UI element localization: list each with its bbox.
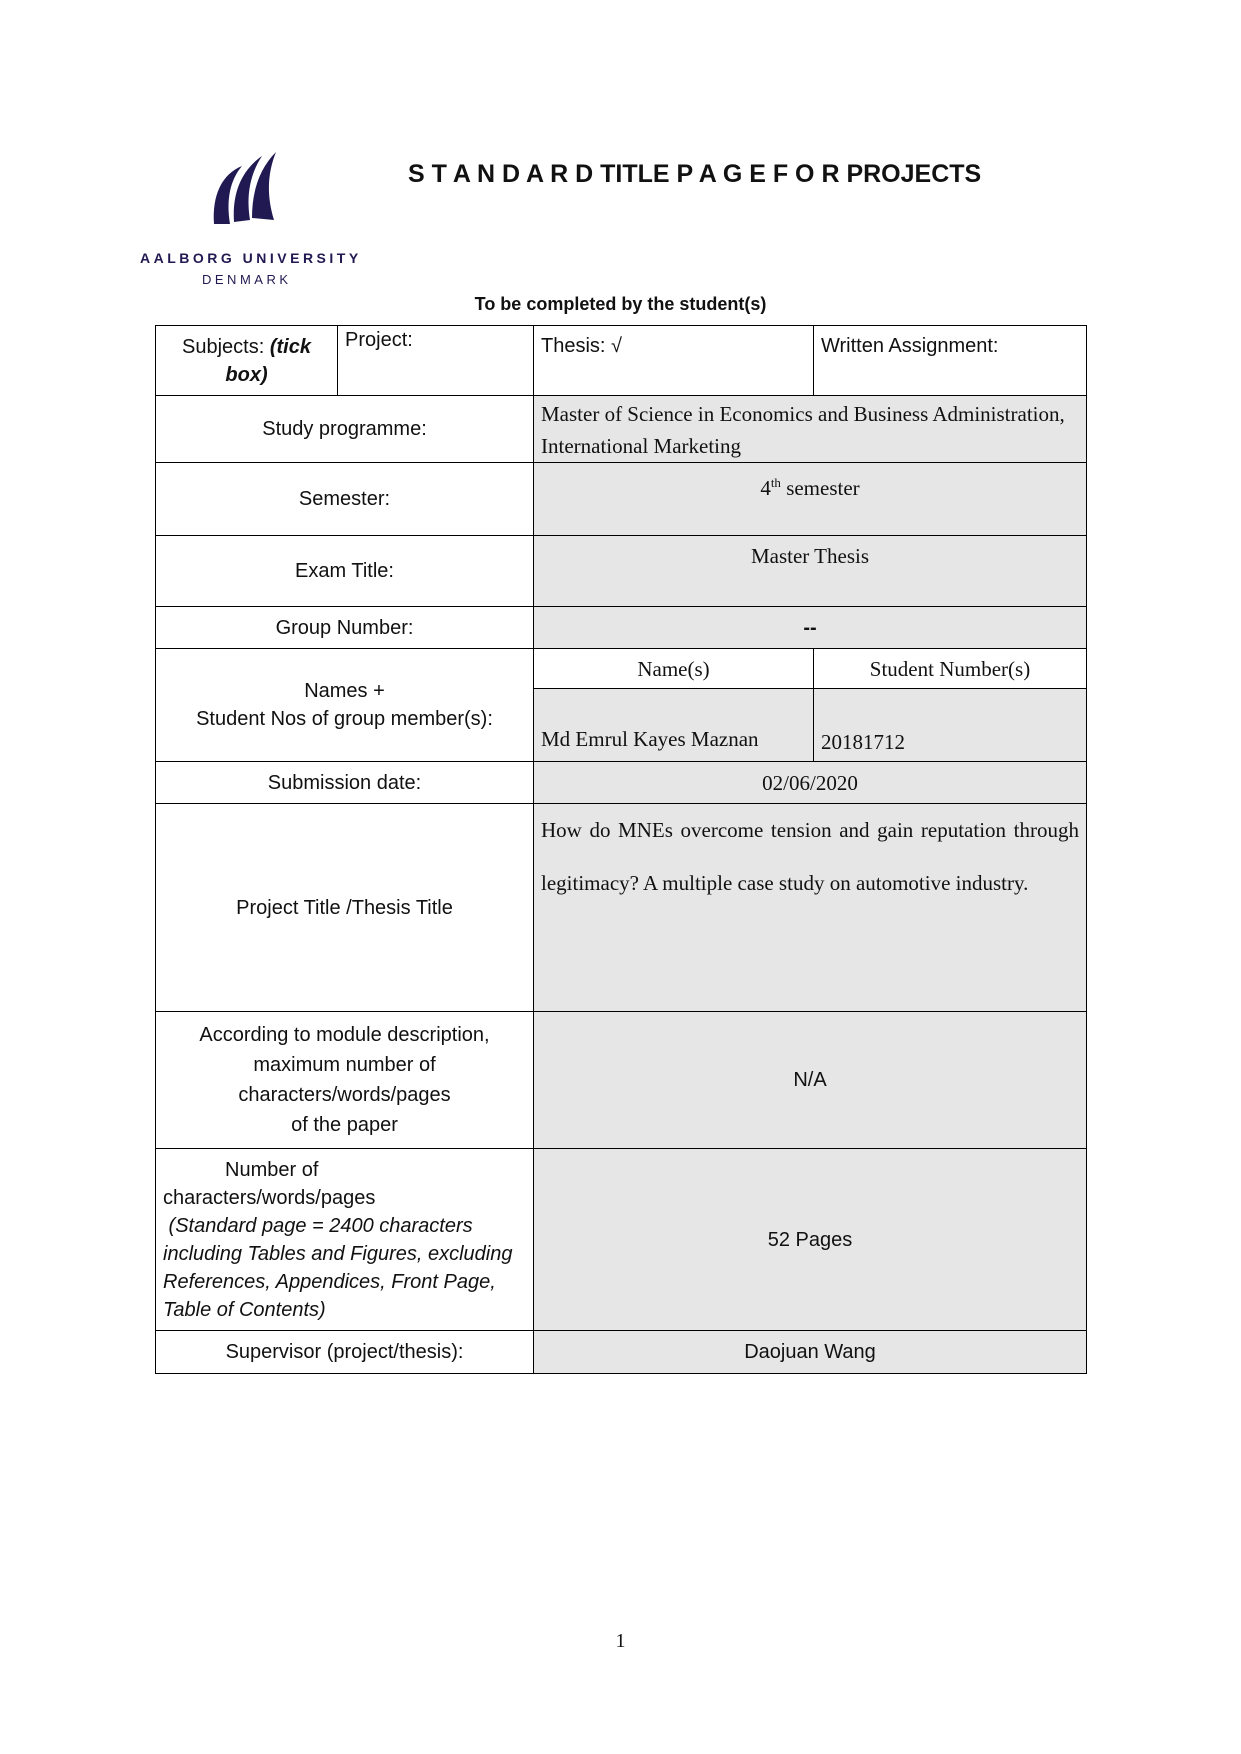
university-name: AALBORG UNIVERSITY (140, 250, 362, 266)
names-header-row (156, 649, 1087, 689)
supervisor-row (156, 1331, 1087, 1374)
study-programme-value: Master of Science in Economics and Business Administration, International Marketing (534, 396, 1087, 463)
project-checkbox-cell[interactable]: Project: (338, 326, 534, 396)
group-number-row (156, 607, 1087, 649)
submission-date-row (156, 762, 1087, 804)
student-number-column-header: Student Number(s) (814, 649, 1087, 689)
exam-title-value: Master Thesis (534, 536, 1087, 607)
number-characters-label: Number of characters/words/pages (Standard page = 2400 characters including Tables and Figures, excluding References, Appendices, Front Page, Table of Contents) (156, 1149, 534, 1331)
written-assignment-checkbox-cell[interactable]: Written Assignment: (814, 326, 1087, 396)
group-number-label: Group Number: (156, 607, 534, 649)
project-title-row (156, 804, 1087, 1012)
names-label: Names + Student Nos of group member(s): (156, 649, 534, 762)
title-page-form (155, 325, 1087, 1374)
submission-date-label: Submission date: (156, 762, 534, 804)
submission-date-value: 02/06/2020 (534, 762, 1087, 804)
subjects-label: Subjects: (tick box) (156, 326, 338, 396)
university-logo (140, 150, 360, 290)
university-country: DENMARK (202, 272, 292, 287)
thesis-checkbox-cell[interactable]: Thesis: √ (534, 326, 814, 396)
semester-label: Semester: (156, 463, 534, 536)
exam-title-label: Exam Title: (156, 536, 534, 607)
supervisor-label: Supervisor (project/thesis): (156, 1331, 534, 1374)
project-title-label: Project Title /Thesis Title (156, 804, 534, 1012)
study-programme-row (156, 396, 1087, 463)
form-subtitle: To be completed by the student(s) (474, 294, 767, 314)
number-characters-value: 52 Pages (534, 1149, 1087, 1331)
supervisor-value: Daojuan Wang (534, 1331, 1087, 1374)
subjects-row (156, 326, 1087, 396)
max-characters-label: According to module description, maximum number of characters/words/pages of the paper (156, 1012, 534, 1149)
page-title: S T A N D A R D TITLE P A G E F O R PROJECTS (408, 160, 982, 188)
max-characters-row (156, 1012, 1087, 1149)
group-number-value: -- (534, 607, 1087, 649)
semester-value: 4th semester (534, 463, 1087, 536)
names-column-header: Name(s) (534, 649, 814, 689)
page-number: 1 (615, 1630, 626, 1652)
member-student-number: 20181712 (814, 689, 1087, 762)
study-programme-label: Study programme: (156, 396, 534, 463)
member-name: Md Emrul Kayes Maznan (534, 689, 814, 762)
max-characters-value: N/A (534, 1012, 1087, 1149)
semester-row (156, 463, 1087, 536)
subjects-label-note: (tick box) (225, 335, 311, 386)
number-characters-row (156, 1149, 1087, 1331)
project-title-value: How do MNEs overcome tension and gain reputation through legitimacy? A multiple case study on automotive industry. (534, 804, 1087, 1012)
aau-wave-icon (202, 150, 282, 230)
exam-title-row (156, 536, 1087, 607)
